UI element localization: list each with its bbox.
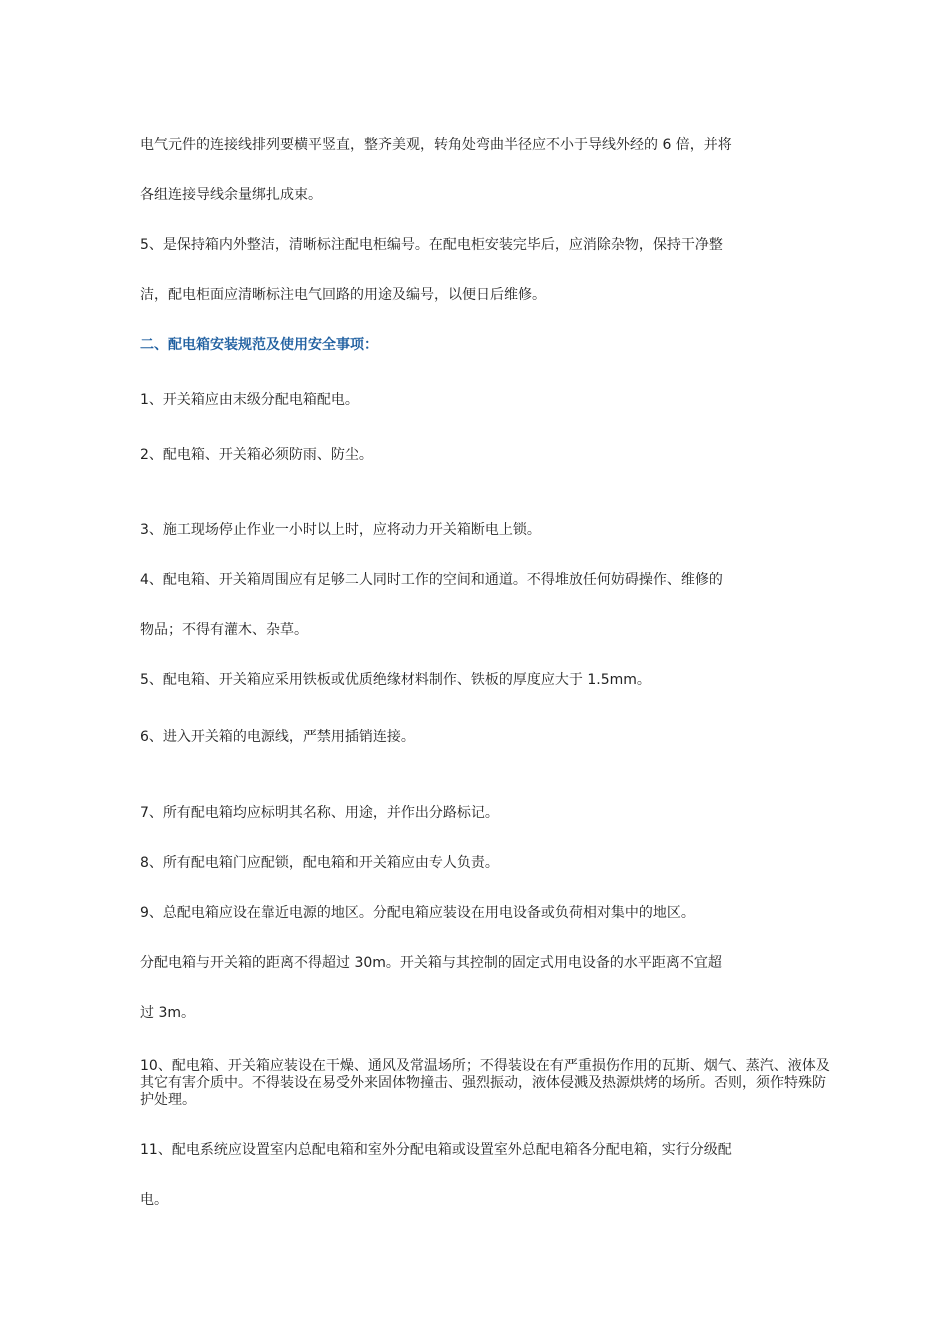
list-item-continuation: 电。 [140,1192,168,1208]
list-item: 3、施工现场停止作业一小时以上时，应将动力开关箱断电上锁。 [140,522,541,538]
list-item: 1、开关箱应由末级分配电箱配电。 [140,392,359,408]
list-item-continuation: 分配电箱与开关箱的距离不得超过 30m。开关箱与其控制的固定式用电设备的水平距离不宜超 [140,955,722,971]
section-heading: 二、配电箱安装规范及使用安全事项： [140,337,378,353]
list-item-continuation: 物品；不得有灌木、杂草。 [140,622,308,638]
list-item: 10、配电箱、开关箱应装设在干燥、通风及常温场所；不得装设在有严重损伤作用的瓦斯、烟气、蒸汽、液体及其它有害介质中。不得装设在易受外来固体物撞击、强烈振动，液体侵溅及热源烘烤的场所。否则，须作特殊防护处理。 [140,1058,830,1108]
list-item: 11、配电系统应设置室内总配电箱和室外分配电箱或设置室外总配电箱各分配电箱，实行分级配 [140,1142,732,1158]
list-item: 4、配电箱、开关箱周围应有足够二人同时工作的空间和通道。不得堆放任何妨碍操作、维修的 [140,572,723,588]
paragraph-line: 洁，配电柜面应清晰标注电气回路的用途及编号，以便日后维修。 [140,287,546,303]
list-item: 5、配电箱、开关箱应采用铁板或优质绝缘材料制作、铁板的厚度应大于 1.5mm。 [140,672,651,688]
list-item: 7、所有配电箱均应标明其名称、用途，并作出分路标记。 [140,805,499,821]
list-item: 6、进入开关箱的电源线，严禁用插销连接。 [140,729,415,745]
paragraph-line: 电气元件的连接线排列要横平竖直，整齐美观，转角处弯曲半径应不小于导线外经的 6 倍，并将 [140,137,732,153]
list-item: 2、配电箱、开关箱必须防雨、防尘。 [140,447,373,463]
list-item: 8、所有配电箱门应配锁，配电箱和开关箱应由专人负责。 [140,855,499,871]
list-item: 9、总配电箱应设在靠近电源的地区。分配电箱应装设在用电设备或负荷相对集中的地区。 [140,905,695,921]
list-item-continuation: 过 3m。 [140,1005,195,1021]
paragraph-line: 各组连接导线余量绑扎成束。 [140,187,322,203]
paragraph-line: 5、是保持箱内外整洁，清晰标注配电柜编号。在配电柜安装完毕后，应消除杂物，保持干净整 [140,237,723,253]
